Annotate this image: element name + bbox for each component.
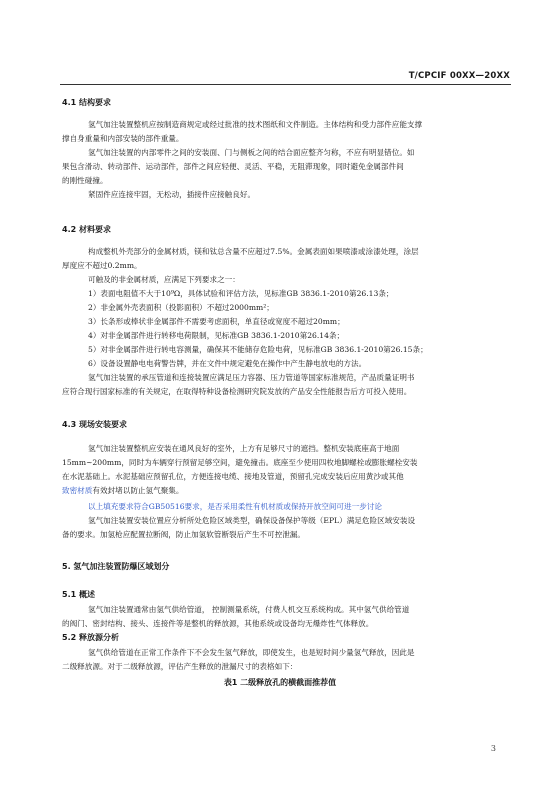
list-item: 6）设备设置静电电荷警告牌，并在文件中规定避免在操作中产生静电放电的方法。 (88, 359, 367, 368)
paragraph-line (62, 484, 512, 498)
list-item: 3）长条形或棒状非金属部件不需要考虑面积，单直径或宽度不超过20mm； (88, 317, 345, 326)
paragraph-line: 紧固件应连接牢固，无松动，插接件应接触良好。 (88, 190, 256, 199)
paragraph-line-rest: 有效封堵以防止氢气聚集。 (92, 486, 184, 495)
page-number: 3 (490, 744, 496, 753)
paragraph-line: 氢气加注装置的承压管道和连接装置应满足压力容器、压力管道等国家标准规范，产品质量证明书 (88, 373, 415, 382)
paragraph-line: 15mm~200mm，同时为车辆穿行预留足够空间，避免撞击。底座至少使用四枚地脚螺栓或膨胀螺栓安装 (62, 458, 418, 467)
paragraph-line: 氢气加注装置安装位置应分析所处危险区域类型，确保设备保护等级（EPL）满足危险区域安装设 (88, 516, 416, 525)
table-title: 表1 二级释放孔的横截面推荐值 (223, 678, 337, 687)
paragraph-line: 氢气供给管道在正常工作条件下不会发生氢气释放，即使发生，也是短时间少量氢气释放，因此是 (88, 648, 415, 657)
paragraph-line: 氢气加注装置通常由氢气供给管道， 控制测量系统，付费人机交互系统构成。其中氢气供给管道 (88, 605, 410, 614)
highlighted-text: 致密材质 (62, 486, 93, 495)
paragraph-line: 应符合现行国家标准的有关规定，在取得特种设备检测研究院发放的产品安全性能报告后方可投入使用。 (62, 387, 412, 396)
section-heading-5: 5. 氢气加注装置防爆区域划分 (62, 562, 170, 571)
paragraph-line: 可触及的非金属材质，应满足下列要求之一： (88, 275, 240, 284)
list-item: 2）非金属外壳表面积（投影面积）不超过2000mm²； (88, 303, 274, 312)
paragraph-line: 构成整机外壳部分的金属材质，镁和钛总含量不应超过7.5%。金属表面如果喷漆或涂漆处理，涂层 (88, 247, 419, 256)
header-rule (60, 84, 511, 85)
paragraph-line: 备的要求。加氢枪应配置拉断阀，防止加氢软管断裂后产生不可控泄漏。 (62, 530, 305, 539)
section-heading-4-3: 4.3 现场安装要求 (62, 420, 127, 429)
section-heading-5-1: 5.1 概述 (62, 590, 95, 599)
paragraph-line: 厚度应不超过0.2mm。 (62, 261, 142, 270)
section-heading-4-2: 4.2 材料要求 (62, 225, 111, 234)
section-heading-4-1: 4.1 结构要求 (62, 98, 111, 107)
document-code: T/CPCIF 00XX—20XX (408, 71, 510, 81)
paragraph-line: 二级释放源。对于二级释放源，评估产生释放的泄漏尺寸的表格如下： (62, 662, 298, 671)
list-item: 4）对非金属部件进行转移电荷限制，见标准GB 3836.1-2010第26.14条； (88, 331, 345, 340)
paragraph-line: 氢气加注装置整机应安装在通风良好的室外，上方有足够尺寸的遮挡。整机安装底座高于地面 (88, 444, 400, 453)
list-item: 1）表面电阻值不大于10⁹Ω，具体试验和评估方法，见标准GB 3836.1-2010第26.13条； (88, 289, 394, 298)
review-note: 以上填充要求符合GB50516要求，是否采用柔性有机材质或保持开放空间可进一步讨论 (88, 502, 382, 511)
paragraph-line: 的刚性碰撞。 (62, 176, 108, 185)
paragraph-line: 果包含滑动、转动部件、运动部件，部件之间应轻便、灵活、平稳，无阻滞现象，同时避免金属部件间 (62, 162, 404, 171)
paragraph-line: 撑自身重量和内部安装的部件重量。 (62, 134, 184, 143)
paragraph-line: 在水泥基础上。水泥基础应预留孔位，方便连接电缆、接地及管道，预留孔完成安装后应用黄沙或其他 (62, 472, 404, 481)
paragraph-line: 氢气加注装置整机应按制造商规定或经过批准的技术图纸和文件制造。主体结构和受力部件应能支撑 (88, 120, 423, 129)
list-item: 5）对非金属部件进行转电容测量，确保其不能储存危险电荷，见标准GB 3836.1-2010第26.15条； (88, 345, 428, 354)
paragraph-line: 氢气加注装置的内部零件之间的安装面、门与侧板之间的结合面应整齐匀称，不应有明显错位。如 (88, 148, 415, 157)
section-heading-5-2: 5.2 释放源分析 (62, 633, 119, 642)
paragraph-line: 的阀门、密封结构、接头、连接件等是整机的释放源，其他系统或设备均无爆炸性气体释放。 (62, 619, 374, 628)
